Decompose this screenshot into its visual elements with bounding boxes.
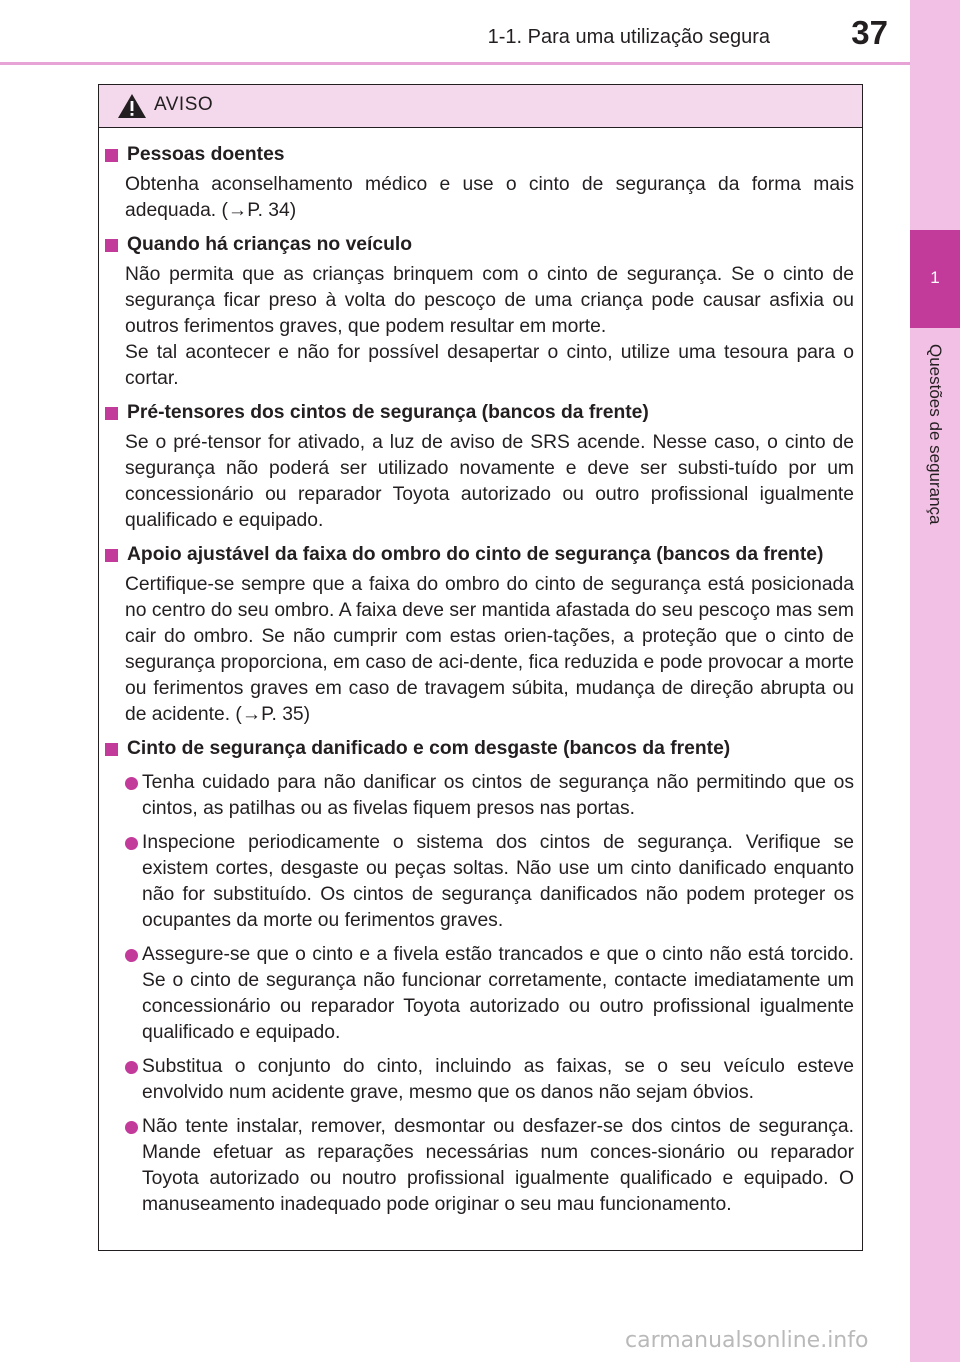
square-bullet-icon [105, 239, 118, 252]
list-item: Inspecione periodicamente o sistema dos cintos de segurança. Verifique se existem cortes, desgaste ou peças soltas. Não use um cinto danificado enquanto não for substituído. Os cintos de segurança danificados não podem proteger os ocupantes da morte ou ferimentos graves. [105, 830, 854, 934]
round-bullet-icon [125, 1121, 138, 1134]
round-bullet-icon [125, 1061, 138, 1074]
section-header-title: 1-1. Para uma utilização segura [487, 26, 770, 48]
round-bullet-icon [125, 777, 138, 790]
warning-header [99, 85, 862, 128]
section-title: Cinto de segurança danificado e com desgaste (bancos da frente) [105, 736, 854, 762]
chapter-side-tab[interactable] [910, 0, 960, 1362]
round-bullet-icon [125, 837, 138, 850]
square-bullet-icon [105, 149, 118, 162]
paragraph: Obtenha aconselhamento médico e use o cinto de segurança da forma mais adequada. (→P. 34) [125, 174, 854, 221]
warning-content [105, 142, 854, 1218]
square-bullet-icon [105, 549, 118, 562]
round-bullet-icon [125, 949, 138, 962]
paragraph: Não permita que as crianças brinquem com o cinto de segurança. Se o cinto de segurança ficar preso à volta do pescoço de uma criança pode causar asfixia ou outros ferimentos graves, que podem resultar em morte. [125, 264, 854, 337]
paragraph: Se tal acontecer e não for possível desapertar o cinto, utilize uma tesoura para o cortar. [125, 342, 854, 389]
section-title: Pessoas doentes [105, 142, 854, 168]
square-bullet-icon [105, 743, 118, 756]
list-item: Substitua o conjunto do cinto, incluindo as faixas, se o seu veículo esteve envolvido num acidente grave, mesmo que os danos não sejam óbvios. [105, 1054, 854, 1106]
watermark: carmanualsonline.info [625, 1328, 869, 1353]
square-bullet-icon [105, 407, 118, 420]
chapter-title: Questões de segurança [926, 344, 945, 525]
warning-label: AVISO [154, 94, 214, 115]
section-title: Apoio ajustável da faixa do ombro do cinto de segurança (bancos da frente) [105, 542, 854, 568]
section-title: Quando há crianças no veículo [105, 232, 854, 258]
section-title: Pré-tensores dos cintos de segurança (bancos da frente) [105, 400, 854, 426]
paragraph: Se o pré-tensor for ativado, a luz de aviso de SRS acende. Nesse caso, o cinto de segurança não poderá ser utilizado novamente e deve ser substi-tuído por um concessionário ou reparador Toyota autorizado ou outro profissional igualmente qualificado e equipado. [125, 432, 854, 531]
warning-triangle-icon [117, 93, 147, 119]
list-item: Assegure-se que o cinto e a fivela estão trancados e que o cinto não está torcido. Se o cinto de segurança não funcionar corretamente, contacte imediatamente um concessionário ou reparador Toyota autorizado ou outro profissional igualmente qualificado e equipado. [105, 942, 854, 1046]
page-number: 37 [851, 14, 888, 51]
chapter-number: 1 [930, 268, 940, 287]
list-item: Tenha cuidado para não danificar os cintos de segurança não permitindo que os cintos, as patilhas ou as fivelas fiquem presos nas portas. [105, 770, 854, 822]
paragraph: Certifique-se sempre que a faixa do ombro do cinto de segurança está posicionada no centro do seu ombro. A faixa deve ser mantida afastada do seu pescoço mas sem cair do ombro. Se não cumprir com estas orien-tações, a proteção que o cinto de segurança proporciona, em caso de aci-dente, fica reduzida e pode provocar a morte ou ferimentos graves em caso de travagem súbita, mudança de direção abrupta ou de acidente. (→P. 35) [125, 574, 854, 725]
list-item: Não tente instalar, remover, desmontar ou desfazer-se dos cintos de segurança. Mande efetuar as reparações necessárias num conces-sionário ou reparador Toyota autorizado ou noutro profissional igualmente qualificado e equipado. O manuseamento inadequado pode originar o seu mau funcionamento. [105, 1114, 854, 1218]
header-rule [0, 62, 960, 65]
